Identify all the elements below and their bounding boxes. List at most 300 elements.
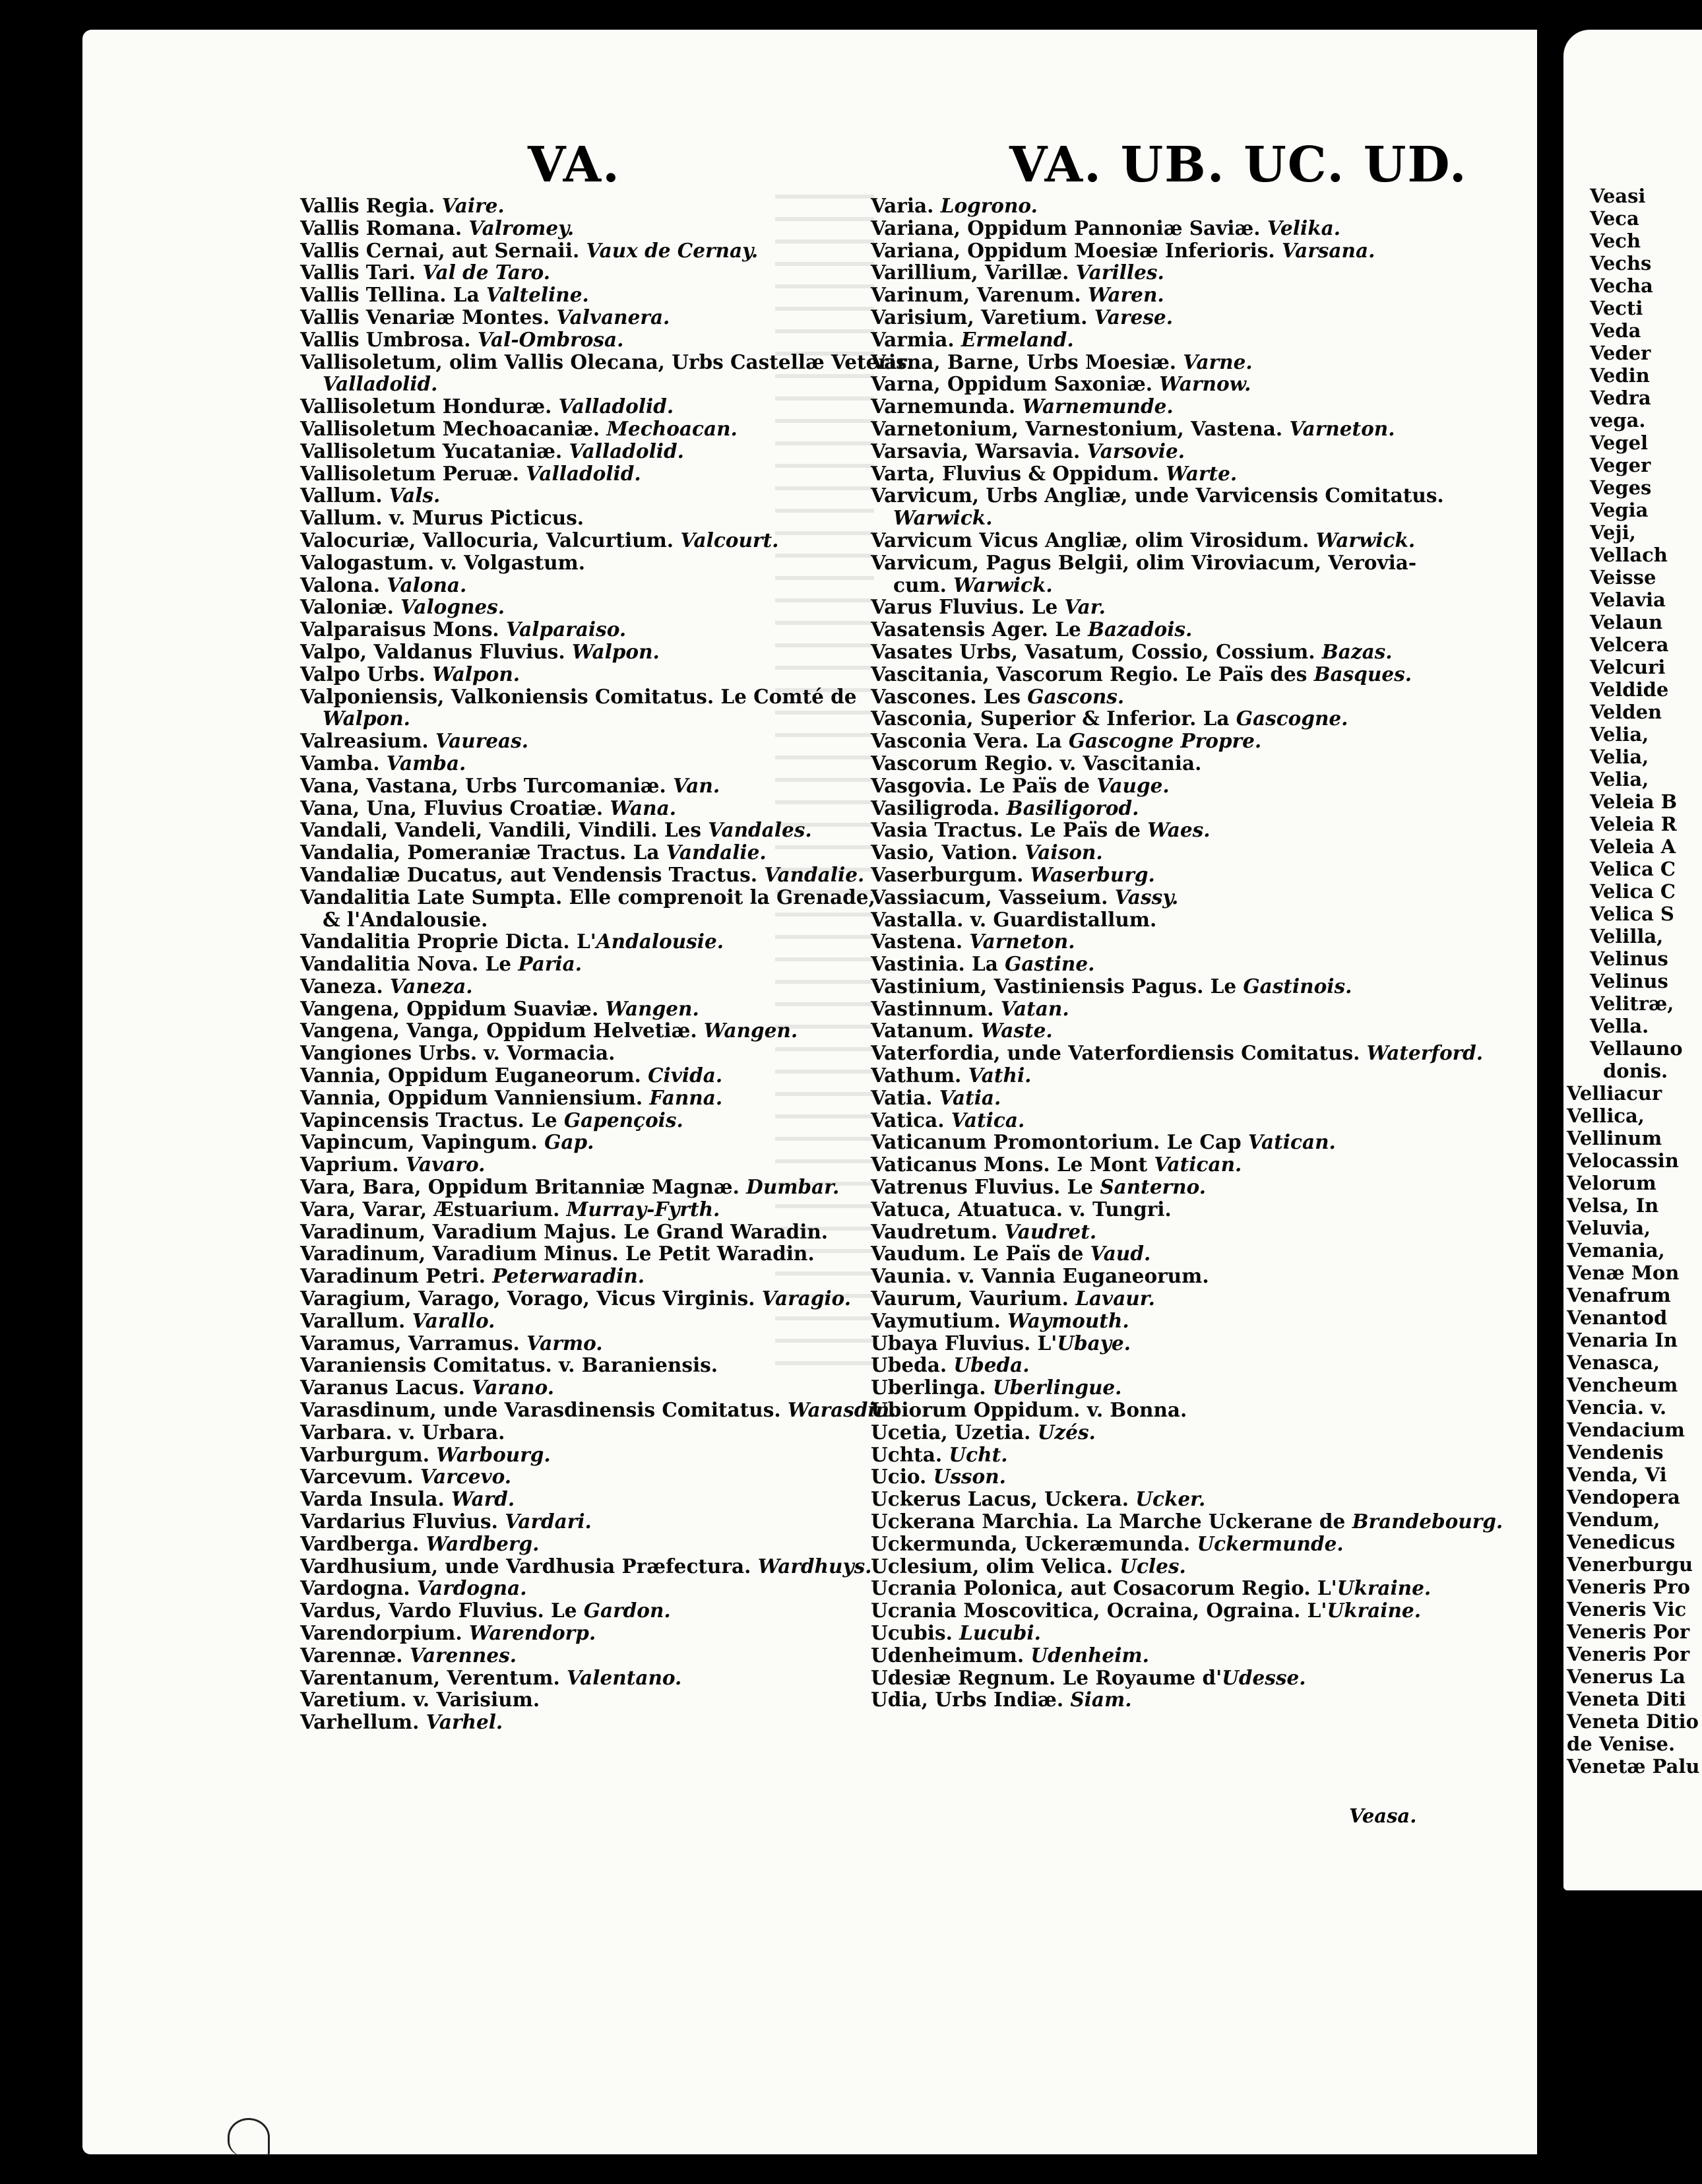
entry-vernacular-name: Lavaur. <box>1068 1287 1155 1310</box>
entry-vernacular-name: Vardogna. <box>410 1576 527 1600</box>
index-entry <box>871 797 1544 819</box>
facing-page-entry: Velica C <box>1590 880 1676 903</box>
entry-latin-text: Varillium, Varillæ. <box>871 261 1069 284</box>
index-entry <box>871 395 1544 418</box>
entry-latin-text: Udia, Urbs Indiæ. <box>871 1688 1064 1712</box>
entry-vernacular-name: Walpon. <box>425 662 520 686</box>
facing-page-entry: Velliacur <box>1567 1082 1662 1105</box>
entry-latin-text: Vallum. v. Murus Picticus. <box>300 506 584 530</box>
entry-vernacular-name: Vamba. <box>379 751 466 775</box>
entry-latin-text: Varsavia, Warsavia. <box>871 439 1081 463</box>
entry-vernacular-name: Val-Ombrosa. <box>470 327 624 351</box>
index-entry <box>871 1109 1544 1132</box>
facing-page-entry: Vellauno <box>1590 1037 1683 1060</box>
index-entry <box>871 240 1544 262</box>
entry-latin-text: Vangena, Vanga, Oppidum Helvetiæ. <box>300 1019 697 1043</box>
entry-latin-text: Ubaya Fluvius. L' <box>871 1331 1057 1355</box>
entry-latin-text: Vangiones Urbs. v. Vormacia. <box>300 1041 615 1065</box>
entry-latin-text: Varetium. v. Varisium. <box>300 1688 540 1712</box>
entry-vernacular-name: Vatan. <box>993 996 1069 1020</box>
entry-latin-text: Uckermunda, Uckeræmunda. <box>871 1531 1191 1555</box>
facing-page-entry: Venerburgu <box>1567 1553 1693 1576</box>
entry-latin-text: Vallis Tari. <box>300 261 416 284</box>
entry-latin-text: Vara, Varar, Æstuarium. <box>300 1197 560 1221</box>
entry-vernacular-name: Lucubi. <box>952 1621 1041 1644</box>
index-entry <box>871 1242 1544 1265</box>
facing-page-entry: Venafrum <box>1567 1284 1671 1306</box>
entry-latin-text: Varamus, Varramus. <box>300 1331 520 1355</box>
facing-page-entry: Veges <box>1590 476 1652 499</box>
entry-latin-text: Varallum. <box>300 1308 406 1332</box>
facing-page-entry: donis. <box>1603 1060 1668 1082</box>
entry-vernacular-name: Vaire. <box>435 194 505 217</box>
facing-page-entry: Velinus <box>1590 970 1668 992</box>
facing-page-entry: Vegel <box>1590 432 1649 454</box>
entry-latin-text: Vasconia, Superior & Inferior. La <box>871 707 1230 730</box>
entry-latin-text: Vaserburgum. <box>871 862 1024 886</box>
index-entry <box>871 1087 1544 1109</box>
entry-latin-text: Vastalla. v. Guardistallum. <box>871 907 1157 931</box>
index-entry <box>871 1019 1544 1042</box>
entry-latin-text: Varna, Barne, Urbs Moesiæ. <box>871 350 1177 373</box>
entry-latin-text: Vascitania, Vascorum Regio. Le Païs des <box>871 662 1308 686</box>
index-entry <box>871 730 1544 752</box>
entry-latin-text: Varta, Fluvius & Oppidum. <box>871 461 1160 485</box>
index-entry <box>871 440 1544 463</box>
entry-vernacular-name: Var. <box>1057 595 1106 619</box>
facing-page-entry: Velorum <box>1567 1172 1656 1194</box>
index-entry <box>871 1510 1544 1533</box>
entry-latin-text: Vallisoletum Peruæ. <box>300 461 519 485</box>
entry-latin-text: Varda Insula. <box>300 1487 445 1511</box>
index-entry <box>871 641 1544 663</box>
index-entry <box>871 1153 1544 1176</box>
index-entry <box>871 1131 1544 1153</box>
index-entry <box>871 707 1544 730</box>
entry-latin-text: Vallisoletum Mechoacaniæ. <box>300 416 600 440</box>
entry-latin-text: Varagium, Varago, Vorago, Vicus Virginis. <box>300 1287 755 1310</box>
running-header-left: VA. <box>528 137 621 193</box>
entry-vernacular-name: Waserburg. <box>1023 862 1155 886</box>
entry-latin-text: Vardus, Vardo Fluvius. Le <box>300 1599 577 1622</box>
entry-latin-text: & l'Andalousie. <box>323 907 488 931</box>
entry-vernacular-name: Wangen. <box>598 996 699 1020</box>
facing-page-entry: Veger <box>1590 454 1651 476</box>
index-entry <box>871 953 1544 975</box>
entry-vernacular-name: Basiligorod. <box>999 796 1139 819</box>
facing-page-entry: Venaria In <box>1567 1329 1678 1351</box>
entry-vernacular-name: Warwick. <box>1309 528 1416 552</box>
entry-latin-text: Varentanum, Verentum. <box>300 1665 560 1689</box>
entry-vernacular-name: Ucles. <box>1112 1554 1186 1578</box>
facing-page-entry: Veneta Diti <box>1567 1688 1686 1710</box>
index-entry <box>871 1221 1544 1243</box>
entry-vernacular-name: Varneton. <box>962 930 1075 953</box>
index-entry <box>871 552 1544 574</box>
entry-latin-text: Valpo, Valdanus Fluvius. <box>300 639 565 663</box>
entry-latin-text: Vascones. Les <box>871 684 1021 708</box>
facing-page-entry: Velia, <box>1590 723 1649 746</box>
entry-latin-text: Vastinium, Vastiniensis Pagus. Le <box>871 974 1237 998</box>
facing-page-entry: Venæ Mon <box>1567 1262 1680 1284</box>
entry-vernacular-name: Valladolid. <box>562 439 684 463</box>
book-page-left <box>82 30 1544 2154</box>
facing-page-entry: Venda, Vi <box>1567 1463 1667 1486</box>
facing-page-entry: Veneta Ditio <box>1567 1710 1699 1733</box>
entry-vernacular-name: Andalousie. <box>596 930 724 953</box>
facing-page-entry: Vecha <box>1590 274 1653 297</box>
entry-vernacular-name: Paria. <box>511 952 582 976</box>
entry-latin-text: Udenheimum. <box>871 1643 1024 1667</box>
facing-page-entry: Velcuri <box>1590 656 1666 678</box>
entry-latin-text: Vastinnum. <box>871 996 994 1020</box>
facing-page-entry: Veleia B <box>1590 790 1678 813</box>
entry-latin-text: Vaneza. <box>300 974 383 998</box>
entry-latin-text: Vardarius Fluvius. <box>300 1510 498 1533</box>
entry-latin-text: Vaprium. <box>300 1153 399 1176</box>
entry-latin-text: Varadinum Petri. <box>300 1264 486 1288</box>
entry-latin-text: Vatrenus Fluvius. Le <box>871 1175 1094 1199</box>
entry-vernacular-name: Ermeland. <box>954 327 1074 351</box>
entry-latin-text: Vaudretum. <box>871 1219 998 1243</box>
entry-latin-text: Vaudum. Le Païs de <box>871 1242 1084 1266</box>
entry-latin-text: Vara, Bara, Oppidum Britanniæ Magnæ. <box>300 1175 740 1199</box>
entry-vernacular-name: Ukraine. <box>1327 1599 1421 1622</box>
index-entry <box>871 507 1544 529</box>
index-entry <box>871 1064 1544 1087</box>
entry-latin-text: Vaterfordia, unde Vaterfordiensis Comitatus. <box>871 1041 1360 1065</box>
index-entry <box>871 752 1544 775</box>
entry-vernacular-name: Fanna. <box>643 1085 723 1109</box>
entry-latin-text: Varus Fluvius. Le <box>871 595 1058 619</box>
entry-latin-text: Vapincensis Tractus. Le <box>300 1108 557 1132</box>
entry-latin-text: Vapincum, Vapingum. <box>300 1130 538 1154</box>
entry-latin-text: Vannia, Oppidum Vanniensium. <box>300 1085 643 1109</box>
entry-vernacular-name: Vaureas. <box>428 729 529 753</box>
facing-page-column <box>1563 185 1702 1778</box>
index-entry <box>871 1622 1544 1644</box>
entry-latin-text: Vandali, Vandeli, Vandili, Vindili. Les <box>300 818 701 842</box>
entry-vernacular-name: Varallo. <box>405 1308 495 1332</box>
index-entry <box>871 1465 1544 1488</box>
entry-vernacular-name: Civida. <box>641 1064 723 1087</box>
entry-latin-text: Vatia. <box>871 1085 933 1109</box>
entry-latin-text: Vasiligroda. <box>871 796 1000 819</box>
entry-vernacular-name: Basques. <box>1307 662 1412 686</box>
entry-latin-text: Vatuca, Atuatuca. v. Tungri. <box>871 1197 1172 1221</box>
entry-vernacular-name: Usson. <box>926 1465 1006 1489</box>
running-header-right: VA. UB. UC. UD. <box>1009 137 1468 193</box>
facing-page-entry: vega. <box>1590 409 1646 432</box>
facing-page-entry: Velaun <box>1590 611 1663 633</box>
entry-vernacular-name: Valteline. <box>479 283 589 307</box>
facing-page-entry: Vendenis <box>1567 1441 1664 1463</box>
entry-latin-text: Varhellum. <box>300 1710 420 1734</box>
entry-vernacular-name: Vathi. <box>961 1064 1032 1087</box>
catchword: Veasa. <box>1349 1805 1417 1827</box>
entry-vernacular-name: Wana. <box>603 796 676 819</box>
entry-vernacular-name: Varne. <box>1176 350 1253 373</box>
entry-latin-text: Udesiæ Regnum. Le Royaume d' <box>871 1665 1222 1689</box>
entry-vernacular-name: Siam. <box>1063 1688 1132 1712</box>
entry-latin-text: Vandalitia Nova. Le <box>300 952 512 976</box>
entry-latin-text: Vandalitia Proprie Dicta. L' <box>300 930 596 953</box>
facing-page-entry: Veleia R <box>1590 813 1677 835</box>
entry-vernacular-name: Valognes. <box>393 595 505 619</box>
facing-page-entry: Veneris Pro <box>1567 1576 1690 1598</box>
index-entry <box>871 864 1544 886</box>
entry-latin-text: Vandaliæ Ducatus, aut Vendensis Tractus. <box>300 862 758 886</box>
entry-vernacular-name: Varano. <box>464 1376 554 1399</box>
entry-vernacular-name: Varilles. <box>1069 261 1164 284</box>
index-entry <box>871 529 1544 552</box>
entry-latin-text: cum. <box>893 573 947 596</box>
facing-page-entry: Vella. <box>1590 1015 1649 1037</box>
entry-latin-text: Valreasium. <box>300 729 429 753</box>
index-entry <box>871 1421 1544 1444</box>
index-entry <box>871 596 1544 618</box>
entry-latin-text: Vamba. <box>300 751 380 775</box>
entry-latin-text: Vana, Vastana, Urbs Turcomaniæ. <box>300 773 666 797</box>
entry-latin-text: Vassiacum, Vasseium. <box>871 885 1108 909</box>
entry-vernacular-name: Warnemunde. <box>1015 395 1174 418</box>
entry-latin-text: Valocuriæ, Vallocuria, Valcurtium. <box>300 528 674 552</box>
entry-latin-text: Varia. <box>871 194 934 217</box>
index-entry <box>300 1711 980 1733</box>
entry-latin-text: Vardogna. <box>300 1576 410 1600</box>
facing-page-entry: Venantod <box>1567 1306 1668 1329</box>
facing-page-entry: Venasca, <box>1567 1351 1660 1374</box>
facing-page-entry: Velia, <box>1590 768 1649 790</box>
entry-vernacular-name: Vauge. <box>1089 773 1170 797</box>
facing-page-entry: Veldide <box>1590 678 1669 701</box>
entry-latin-text: Varinum, Varenum. <box>871 283 1081 307</box>
index-entry <box>871 195 1544 217</box>
entry-vernacular-name: Udesse. <box>1222 1665 1306 1689</box>
entry-vernacular-name: Vatican. <box>1147 1153 1242 1176</box>
entry-latin-text: Vaymutium. <box>871 1308 1001 1332</box>
entry-latin-text: Vangena, Oppidum Suaviæ. <box>300 996 599 1020</box>
entry-vernacular-name: Vaison. <box>1017 841 1103 864</box>
facing-page-entry: Velcera <box>1590 633 1669 656</box>
entry-vernacular-name: Warbourg. <box>429 1442 551 1466</box>
index-entry <box>871 1310 1544 1332</box>
entry-vernacular-name: Varagio. <box>755 1287 851 1310</box>
entry-latin-text: Varvicum Vicus Angliæ, olim Virosidum. <box>871 528 1309 552</box>
facing-page-entry: Veji, <box>1590 521 1636 544</box>
entry-vernacular-name: Uckermunde. <box>1190 1531 1344 1555</box>
entry-vernacular-name: Gapençois. <box>557 1108 683 1132</box>
entry-vernacular-name: Val de Taro. <box>416 261 550 284</box>
entry-vernacular-name: Ukraine. <box>1337 1576 1432 1600</box>
entry-vernacular-name: Walpon. <box>323 707 410 730</box>
entry-latin-text: Vallis Cernai, aut Sernaii. <box>300 238 580 262</box>
entry-latin-text: Vastena. <box>871 930 963 953</box>
entry-latin-text: Valoniæ. <box>300 595 394 619</box>
index-entry <box>871 463 1544 485</box>
index-entry <box>871 1042 1544 1064</box>
entry-latin-text: Uberlinga. <box>871 1376 986 1399</box>
entry-vernacular-name: Mechoacan. <box>600 416 738 440</box>
entry-vernacular-name: Uberlingue. <box>986 1376 1122 1399</box>
entry-latin-text: Ucrania Moscovitica, Ocraina, Ograina. L' <box>871 1599 1327 1622</box>
entry-latin-text: Varna, Oppidum Saxoniæ. <box>871 372 1153 396</box>
entry-vernacular-name: Logrono. <box>933 194 1038 217</box>
facing-page-entry: Velitræ, <box>1590 992 1674 1015</box>
entry-vernacular-name: Gascons. <box>1021 684 1125 708</box>
facing-page-entry: Vegia <box>1590 499 1649 521</box>
entry-latin-text: Ucio. <box>871 1465 927 1489</box>
entry-latin-text: Vastinia. La <box>871 952 998 976</box>
index-entry <box>871 975 1544 998</box>
entry-latin-text: Ucetia, Uzetia. <box>871 1420 1031 1444</box>
entry-vernacular-name: Peterwaradin. <box>485 1264 645 1288</box>
facing-page-entry: Veneris Por <box>1567 1621 1690 1643</box>
book-gutter <box>1537 0 1565 2184</box>
entry-vernacular-name: Van. <box>666 773 720 797</box>
entry-latin-text: Vaurum, Vaurium. <box>871 1287 1069 1310</box>
index-entry <box>871 1176 1544 1198</box>
entry-latin-text: Variana, Oppidum Moesiæ Inferioris. <box>871 238 1275 262</box>
entry-latin-text: Vasia Tractus. Le Païs de <box>871 818 1141 842</box>
facing-page-entry: Vendopera <box>1567 1486 1680 1508</box>
entry-latin-text: Vallis Romana. <box>300 216 462 240</box>
entry-latin-text: Varasdinum, unde Varasdinensis Comitatus. <box>300 1398 781 1422</box>
entry-latin-text: Valona. <box>300 573 381 596</box>
entry-latin-text: Vascorum Regio. v. Vascitania. <box>871 751 1202 775</box>
entry-latin-text: Valpo Urbs. <box>300 662 426 686</box>
entry-latin-text: Vallisoletum Honduræ. <box>300 395 552 418</box>
facing-page-entry: Vendum, <box>1567 1508 1660 1531</box>
facing-page-entry: Venedicus <box>1567 1531 1676 1553</box>
entry-latin-text: Varvicum, Urbs Angliæ, unde Varvicensis Comitatus. <box>871 484 1444 507</box>
entry-vernacular-name: Santerno. <box>1093 1175 1207 1199</box>
entry-vernacular-name: Varese. <box>1087 305 1173 329</box>
entry-vernacular-name: Udenheim. <box>1024 1643 1149 1667</box>
index-entry <box>871 329 1544 351</box>
entry-vernacular-name: Vardari. <box>497 1510 592 1533</box>
entry-vernacular-name: Valladolid. <box>552 395 674 418</box>
entry-vernacular-name: Wardberg. <box>419 1531 540 1555</box>
entry-latin-text: Valponiensis, Valkoniensis Comitatus. Le Comté de <box>300 684 857 708</box>
entry-latin-text: Varvicum, Pagus Belgii, olim Viroviacum, Verovia- <box>871 550 1417 574</box>
entry-vernacular-name: Waren. <box>1081 283 1164 307</box>
entry-vernacular-name: Walpon. <box>565 639 660 663</box>
entry-latin-text: Varnetonium, Varnestonium, Vastena. <box>871 416 1283 440</box>
facing-page-entry: Vedin <box>1590 364 1650 387</box>
facing-page-entry: Vedra <box>1590 387 1651 409</box>
facing-page-entry: Vellinum <box>1567 1127 1662 1149</box>
facing-page-entry: Velinus <box>1590 947 1668 970</box>
entry-vernacular-name: Vatica. <box>944 1108 1025 1132</box>
entry-vernacular-name: Varennes. <box>402 1643 517 1667</box>
entry-vernacular-name: Varcevo. <box>413 1465 512 1489</box>
entry-vernacular-name: Vaudret. <box>997 1219 1097 1243</box>
index-entry <box>871 1444 1544 1466</box>
entry-latin-text: Varbara. v. Urbara. <box>300 1420 505 1444</box>
index-entry <box>871 1488 1544 1510</box>
entry-vernacular-name: Vals. <box>382 484 441 507</box>
index-entry <box>871 1644 1544 1667</box>
index-entry <box>871 998 1544 1020</box>
entry-latin-text: Varburgum. <box>300 1442 430 1466</box>
entry-latin-text: Varadinum, Varadium Majus. Le Grand Waradin. <box>300 1219 829 1243</box>
entry-vernacular-name: Waes. <box>1140 818 1211 842</box>
entry-latin-text: Vasgovia. Le Païs de <box>871 773 1090 797</box>
entry-latin-text: Vasates Urbs, Vasatum, Cossio, Cossium. <box>871 639 1315 663</box>
entry-latin-text: Vaticanum Promontorium. Le Cap <box>871 1130 1242 1154</box>
entry-latin-text: Ucrania Polonica, aut Cosacorum Regio. L' <box>871 1576 1337 1600</box>
entry-latin-text: Uclesium, olim Velica. <box>871 1554 1113 1578</box>
entry-vernacular-name: Waste. <box>974 1019 1053 1043</box>
entry-vernacular-name: Valladolid. <box>323 372 438 396</box>
index-entry <box>871 484 1544 507</box>
facing-page-entry: Velica C <box>1590 858 1676 880</box>
entry-vernacular-name: Gardon. <box>577 1599 671 1622</box>
index-entry <box>871 841 1544 864</box>
entry-latin-text: Varadinum, Varadium Minus. Le Petit Waradin. <box>300 1242 815 1266</box>
entry-vernacular-name: Valvanera. <box>550 305 670 329</box>
entry-latin-text: Vannia, Oppidum Euganeorum. <box>300 1064 641 1087</box>
entry-vernacular-name: Vandales. <box>701 818 812 842</box>
entry-latin-text: Ubeda. <box>871 1353 947 1377</box>
entry-latin-text: Vaunia. v. Vannia Euganeorum. <box>871 1264 1209 1288</box>
index-entry <box>871 284 1544 306</box>
entry-latin-text: Vallis Tellina. La <box>300 283 480 307</box>
entry-latin-text: Varendorpium. <box>300 1621 462 1644</box>
entry-vernacular-name: Warendorp. <box>462 1621 596 1644</box>
index-entry <box>871 1376 1544 1399</box>
entry-latin-text: Vardhusium, unde Vardhusia Præfectura. <box>300 1554 751 1578</box>
entry-vernacular-name: Vandalie. <box>757 862 865 886</box>
entry-vernacular-name: Valromey. <box>462 216 575 240</box>
entry-latin-text: Vatanum. <box>871 1019 974 1043</box>
entry-vernacular-name: Gastinois. <box>1236 974 1352 998</box>
entry-latin-text: Varmia. <box>871 327 955 351</box>
entry-latin-text: Vardberga. <box>300 1531 420 1555</box>
index-entry <box>871 373 1544 395</box>
entry-vernacular-name: Vatia. <box>932 1085 1001 1109</box>
entry-vernacular-name: Warnow. <box>1152 372 1251 396</box>
entry-vernacular-name: Warwick. <box>946 573 1053 596</box>
entry-vernacular-name: Vatican. <box>1241 1130 1336 1154</box>
entry-vernacular-name: Waterford. <box>1360 1041 1484 1065</box>
facing-page-entry: Veda <box>1590 319 1641 342</box>
entry-latin-text: Ucubis. <box>871 1621 953 1644</box>
facing-page-entry: Veleia A <box>1590 835 1676 858</box>
facing-page-entry: Vellach <box>1590 544 1668 566</box>
index-entry <box>871 1265 1544 1287</box>
entry-latin-text: Vasconia Vera. La <box>871 729 1062 753</box>
index-entry <box>871 1533 1544 1555</box>
facing-page-entry: Vecti <box>1590 297 1643 319</box>
entry-latin-text: Vallisoletum Yucataniæ. <box>300 439 563 463</box>
entry-vernacular-name: Valparaiso. <box>499 618 627 641</box>
entry-vernacular-name: Uzés. <box>1030 1420 1096 1444</box>
index-entry <box>871 1599 1544 1622</box>
facing-page-entry: Velilla, <box>1590 925 1664 947</box>
index-entry <box>871 663 1544 686</box>
index-entry <box>871 418 1544 440</box>
index-entry <box>871 1577 1544 1599</box>
facing-page-entry: Vemania, <box>1567 1239 1665 1262</box>
entry-latin-text: Vallis Regia. <box>300 194 435 217</box>
index-entry <box>871 886 1544 909</box>
entry-vernacular-name: Vaux de Cernay. <box>579 238 759 262</box>
index-entry <box>871 1287 1544 1310</box>
index-entry <box>871 686 1544 708</box>
index-entry <box>871 306 1544 329</box>
